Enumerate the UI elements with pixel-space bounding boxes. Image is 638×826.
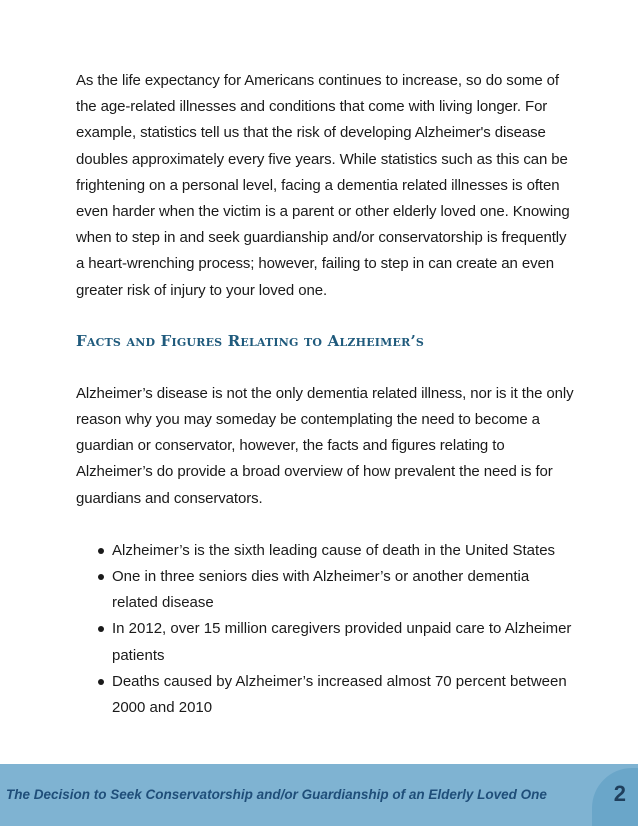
intro-paragraph: As the life expectancy for Americans continues to increase, so do some of the age-related illnesses and conditions that come with living longer. For example, statistics tell us that the risk of developing Alzheimer's disease doubles approximately every five years. While statistics such as this can be frightening on a personal level, facing a dementia related illnesses is often even harder when the victim is a parent or other elderly loved one. Knowing when to step in and seek guardianship and/or conservatorship is frequently a heart-wrenching process; however, failing to step in can create an even greater risk of injury to your loved one. xyxy=(76,72,570,299)
bullet-icon xyxy=(98,626,104,632)
section-heading: Facts and Figures Relating to Alzheimer’s xyxy=(76,331,425,350)
footer-title: The Decision to Seek Conservatorship and/or Guardianship of an Elderly Loved One xyxy=(6,787,547,802)
page-content xyxy=(76,68,576,721)
bullet-text: Alzheimer’s is the sixth leading cause of death in the United States xyxy=(112,541,556,559)
bullet-icon xyxy=(98,548,104,554)
bullet-item xyxy=(98,564,576,616)
section-paragraph: Alzheimer’s disease is not the only dementia related illness, nor is it the only reason why you may someday be contemplating the need to become a guardian or conservator, however, the facts and figures relating to Alzheimer’s do provide a broad overview of how prevalent the need is for guardians and conservators. xyxy=(76,384,574,507)
bullet-text: Deaths caused by Alzheimer’s increased almost 70 percent between 2000 and 2010 xyxy=(112,672,567,717)
bullet-icon xyxy=(98,679,104,685)
bullet-item xyxy=(98,616,576,668)
page-number: 2 xyxy=(613,781,626,806)
bullet-item xyxy=(98,538,576,564)
bullet-text: In 2012, over 15 million caregivers provided unpaid care to Alzheimer patients xyxy=(112,620,572,664)
bullet-icon xyxy=(98,574,104,580)
bullet-item xyxy=(98,669,576,721)
facts-bullet-list xyxy=(76,538,576,721)
bullet-text: One in three seniors dies with Alzheimer’s or another dementia related disease xyxy=(112,568,530,612)
